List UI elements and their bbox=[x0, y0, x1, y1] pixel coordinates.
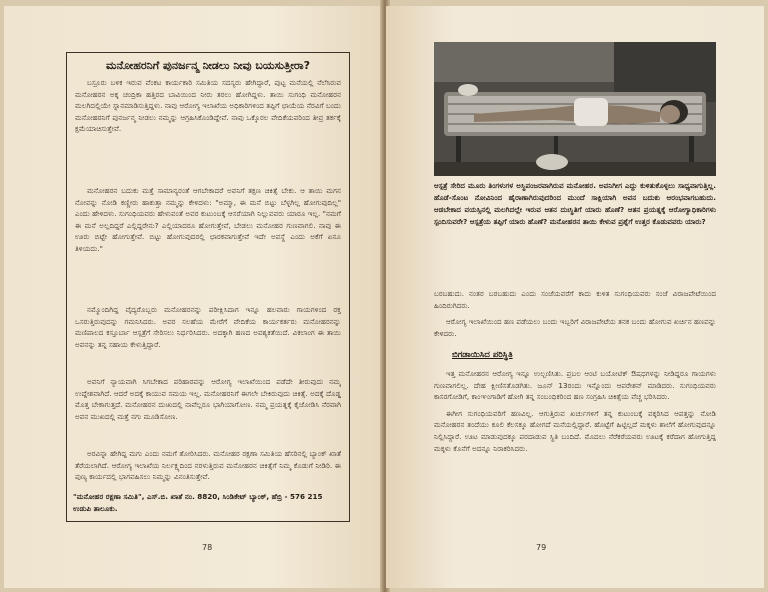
page-number-left: 78 bbox=[202, 543, 213, 552]
page-number-right: 79 bbox=[536, 543, 547, 552]
body-paragraph: ಆರೋಗ್ಯ ಇಲಾಖೆಯಿಂದ ಹಣ ಪಡೆಯಲು ಬಂದು ಇಬ್ಬರಿಗೆ ವಿರಾಜಪೇಟೆಯ ತನಕ ಬಂದು ಹೋಗುವ ಖರ್ಚಿನ ಹಣವನ್ನು ಕೇಳಿದರು. bbox=[434, 317, 716, 338]
bank-address: "ಮನೋಹರ ರಕ್ಷಣಾ ಸಮಿತಿ", ಎಸ್.ಬಿ. ಖಾತೆ ನಂ. 8820, ಸಿಂಡಿಕೇಟ್ ಬ್ಯಾಂಕ್, ಹೆಬ್ರಿ - 576 215 ಉಡುಪಿ ತಾಲೂಕು. bbox=[73, 492, 323, 513]
body-paragraph: ಬರಬಹುದು. ನಂತರ ಬರಬಹುದು ಎಂದು ಸಂಜೆಯವರೆಗೆ ಕಾದು ಕುಳಿತ ಸುಗಂಧಿಯವರು ಸಂಜೆ ವಿರಾಜಪೇಟೆಯಿಂದ ಹಿಂದಿರುಗಿದರು. bbox=[434, 289, 716, 310]
left-page bbox=[4, 6, 384, 588]
body-paragraph: ಈಗೀಗ ಸುಗಂಧಿಯವರಿಗೆ ಹಣವಿಲ್ಲ. ಆಗುತ್ತಿರುವ ಖರ್ಚುಗಳಿಗೆ ತನ್ನ ಕುಟುಂಬಕ್ಕೆ ವಕ್ಕರಿಸಿದ ಆಪತ್ತನ್ನು ನೋಡಿ ಮನೋಹರನ ತಂದೆಯು ಕೂಲಿ ಕೆಲಸಕ್ಕೂ ಹೋಗದೆ ಮನೆಯಲ್ಲಿದ್ದಾರೆ. ಹೊಟ್ಟೆಗೆ ಹಿಟ್ಟಿಲ್ಲದೆ ಮಕ್ಕಳು ಶಾಲೆಗೆ ಹೋಗುವುದನ್ನೂ ನಿಲ್ಲಿಸಿದ್ದಾರೆ. ಊಟ ಮಾಡುವುದಕ್ಕೂ ಪರದಾಡುವ ಸ್ಥಿತಿ ಬಂದಿದೆ. ಮೊದಲು ನೆರೆಕರೆಯವರು ಊಟಕ್ಕೆ ಕರೆದಾಗ ಹೋಗುತ್ತಿದ್ದ ಮಕ್ಕಳು ಕೊನೆಗೆ ಅದನ್ನೂ ನಿರಾಕರಿಸಿದರು. bbox=[434, 408, 716, 453]
appeal-box-title: ಮನೋಹರನಿಗೆ ಪುನರ್ಜನ್ಮ ನೀಡಲು ನೀವು ಬಯಸುತ್ತೀರಾ? bbox=[106, 59, 310, 72]
body-text-bottom bbox=[434, 368, 716, 459]
section-heading: ಬಿಗಡಾಯಿಸಿದ ಪರಿಸ್ಥಿತಿ bbox=[452, 350, 513, 360]
appeal-box bbox=[66, 52, 350, 522]
appeal-paragraph: ಬಸ್ರೂರು ಬಳಿಕ ಇರುವ ವೆಂಕಟ ಕಾರ್ಯಕಾರಿ ಸಮಿತಿಯ ಸದಸ್ಯರು ಹೇಗಿದ್ದಾರೆ, ಪುಟ್ಟ ಮನೆಯಲ್ಲಿ ನೆಲೆಸಿರುವ ಮನೋಹರನ ಅಕ್ಕ ಚಂದ್ರಿಕಾ ಹತ್ತಿರದ ಬಾವಿಯಿಂದ ನೀರು ತರಲು ಹೋಗಿದ್ದಳು. ತಾಯಿ ಸುಗಂಧಿ ಮನೋಹರನ ಮಲಗಿದಲ್ಲಿಯೇ ಸ್ನಾನಮಾಡಿಸುತ್ತಿದ್ದಳು. ನಾವು ಆರೋಗ್ಯ ಇಲಾಖೆಯ ಅಧಿಕಾರಿಗಳಿಂದ ತಪ್ಪಿಗೆ ಛಾಯೆಯ ನೆರವಿಗೆ ಬಂದು ಮನೋಹರನಿಗೆ ಪುನರ್ಜನ್ಮ ನೀಡಲು ನಮ್ಮನ್ನು ಆಗ್ರಹಿಸಿಕೊಂಡಿದ್ದೇವೆ. ನಾವು ಒಕ್ಕೊರಲ ವೇದಿಕೆಯವರಿಂದ ತೀವ್ರ ತರ್ಕಕ್ಕೆ ಕ್ಷಮೆಯಾಚಿಸುತ್ತೇವೆ. bbox=[75, 78, 341, 134]
body-paragraph: ಇತ್ತ ಮನೋಹರನ ಆರೋಗ್ಯ ಇನ್ನೂ ಉಲ್ಬಣಿಸಿತು. ಪ್ರಬಲ ಆಂಟಿ ಬಯೋಟಿಕ್ ಔಷಧಗಳನ್ನು ನೀಡಿದ್ದರೂ ಗಾಯಗಳು ಗುಣವಾಗಲಿಲ್ಲ. ದೇಹ ಕ್ಷೀಣಿಸತೊಡಗಿತು. ಜೂನ್ 13ರಂದು ಇನ್ನೊಂದು ಆಪರೇಶನ್ ಮಾಡಿದರು. ಸುಗಂಧಿಯವರು ಕಾಸರಗೋಡಿಗೆ, ಕಾಂಞಂಗಾಡಿಗೆ ಹೋಗಿ ತನ್ನ ಸಂಬಂಧಿಕರಿಂದ ಹಣ ಸಂಗ್ರಹಿಸಿ ಚಿಕಿತ್ಸೆಯ ವೆಚ್ಚ ಭರಿಸಿದರು. bbox=[434, 369, 716, 402]
body-text-top bbox=[434, 288, 716, 344]
right-page bbox=[386, 6, 764, 588]
appeal-paragraph: ನಮ್ಮೊಂದಿಗಿದ್ದ ವೈದ್ಯರೊಬ್ಬರು ಮನೋಹರನನ್ನು ಪರೀಕ್ಷಿಸಿದಾಗ ಇನ್ನೂ ಹಲವಾರು ಗಾಯಗಳಿಂದ ರಕ್ತ ಒಸರುತ್ತಿರುವುದನ್ನು ಗಮನಿಸಿದರು. ಅವರ ಸಲಹೆಯ ಮೇರೆಗೆ ವೇದಿಕೆಯ ಕಾರ್ಯಕರ್ತರು ಮನೋಹರನನ್ನು ಮಣಿಪಾಲದ ಕಸ್ತೂರ್ಬಾ ಆಸ್ಪತ್ರೆಗೆ ಸೇರಿಸಲು ನಿರ್ಧರಿಸಿದರು. ಅದಕ್ಕಾಗಿ ಹಣದ ಅವಶ್ಯಕತೆಯಿದೆ. ವಿಕಲಾಂಗ ಈ ತಾಯಿ ಅವನನ್ನು ತನ್ನ ಸಹಾಯ ಕೇಳುತ್ತಿದ್ದಾರೆ. bbox=[75, 305, 341, 349]
appeal-paragraph: ಮನೋಹರನ ಬದುಕು ಮತ್ತೆ ಸಾಮಾನ್ಯರಂತೆ ಆಗಬೇಕಾದರೆ ಅವನಿಗೆ ತಕ್ಷಣ ಚಿಕಿತ್ಸೆ ಬೇಕು. ಆ ತಾಯಿ ಮಗನ ನೋವನ್ನು ನೋಡಿ ಕಣ್ಣೀರು ಹಾಕುತ್ತಾ ನಮ್ಮನ್ನು ಕೇಳಿದಳು: "ಅಮ್ಮಾ, ಈ ಮನೆ ಬಿಟ್ಟು ಬೆಳ್ಳಗಿಲ್ಲ ಹೋಗುವುದಿಲ್ಲ" ಎಂದು ಹೇಳಿದಳು. ಸುಗಂಧಿಯವರು ಹೇಳುವಂತೆ ಅವರ ಕುಟುಂಬಕ್ಕೆ ಆಸರೆಯಾಗಿ ನಿಲ್ಲುವವರು ಯಾರೂ ಇಲ್ಲ. "ನಮಗೆ ಈ ಮನೆ ಅಲ್ಲದಿದ್ದರೆ ಎಲ್ಲಿದ್ದರೇನು? ಎಲ್ಲಿಯಾದರೂ ಹೋಗುತ್ತೇವೆ, ಬೇಡಲು ಮನೋಹರ ಗುಣವಾಗಲಿ. ನಾವು ಈ ಊರು ಬಿಟ್ಟೇ ಹೋಗುತ್ತೇವೆ. ಬಿಟ್ಟು ಹೋಗುವುದರಲ್ಲಿ ಛಾರಕವಾಗುತ್ತೇವೆ ಇದೇ ಅವಸ್ಥೆ ಎಂದು ಅಕೆಗೆ ಏನೂ ತಿಳಿಯದು." bbox=[75, 186, 341, 253]
appeal-paragraph: ಅರವಿನ್ನಾ ಹೇಗಿದ್ದ ಮಗು ಎಂದು ನಮಗೆ ತೋರಿಸಿದರು. ಮನೋಹರ ರಕ್ಷಣಾ ಸಮಿತಿಯ ಹೆಸರಿನಲ್ಲಿ ಬ್ಯಾಂಕ್ ಖಾತೆ ತೆರೆಯಲಾಗಿದೆ. ಆರೋಗ್ಯ ಇಲಾಖೆಯ ನಿರ್ಲಕ್ಷ್ಯದಿಂದ ನರಳುತ್ತಿರುವ ಮನೋಹರನ ಚಿಕಿತ್ಸೆಗೆ ನಿಮ್ಮ ಕೊಡುಗೆ ನೀಡಿರಿ. ಈ ಪುಣ್ಯ ಕಾರ್ಯದಲ್ಲಿ ಭಾಗವಹಿಸಲು ನಿಮ್ಮನ್ನು ವಿನಂತಿಸುತ್ತೇವೆ. bbox=[75, 449, 341, 482]
patient-photo-image bbox=[434, 42, 716, 176]
appeal-paragraph: ಅವನಿಗೆ ನ್ಯಾಯವಾಗಿ ಸಿಗಬೇಕಾದ ಪರಿಹಾರವನ್ನು ಆರೋಗ್ಯ ಇಲಾಖೆಯಿಂದ ಪಡೆದೇ ತೀರುವುದು ನಮ್ಮ ಉದ್ದೇಶವಾಗಿದೆ. ಆದರೆ ಅದಕ್ಕೆ ಕಾಯುವ ಸಮಯ ಇಲ್ಲ. ಮನೋಹರನಿಗೆ ಈಗಲೇ ಬೇಕಿರುವುದು ಚಿಕಿತ್ಸೆ. ಅದಕ್ಕೆ ದೊಡ್ಡ ಮೊತ್ತ ಬೇಕಾಗುತ್ತದೆ. ಮನೋಹರನ ದುಃಖದಲ್ಲಿ ನಾವೆಲ್ಲರೂ ಭಾಗಿಯಾಗೋಣ. ನಮ್ಮ ಪ್ರಯತ್ನಕ್ಕೆ ಕೈಜೋಡಿಸಿ ನೆರವಾಗಿ ಅವನ ಮುಖದಲ್ಲಿ ಮತ್ತೆ ನಗು ಮೂಡಿಸೋಣ. bbox=[75, 377, 341, 421]
photo-caption: ಆಸ್ಪತ್ರೆ ಸೇರಿದ ಮೂರು ತಿಂಗಳುಗಳ ಅಸ್ಥಿಪಂಜರವಾಗಿರುವ ಮನೋಹರ. ಅವನಿಗೀಗ ಎದ್ದು ಕುಳಿತುಕೊಳ್ಳಲು ಸಾಧ್ಯವಾಗುತ್ತಿಲ್ಲ. ಹೊಡೆ-ಸೊಂಟ ನೋವಿನಿಂದ ಹೈರಾಣಾಗಿರುವುದರಿಂದ ಮುಂದೆ ಸಾಕ್ಷಿಯಾಗಿ ಅವನ ಬದುಕು ಆರಂಭವಾಗಬಹುದು. ಆಡಬೇಕಾದ ವಯಸ್ಸಿನಲ್ಲಿ ಮಲಗಿದಲ್ಲೇ ಇರುವ ಆತನ ದುಃಸ್ಥಿತಿಗೆ ಯಾರು ಹೊಣೆ? ಆತನ ಪ್ರಯತ್ನಕ್ಕೆ ಆರೋಗ್ಯಾಧಿಕಾರಿಗಳು ಸ್ಪಂದಿಸುವರೇ? ಆಸ್ಪತ್ರೆಯ ತಪ್ಪಿಗೆ ಯಾರು ಹೊಣೆ? ಮನೋಹರನ ತಾಯಿ ಕೇಳುವ ಪ್ರಶ್ನೆಗೆ ಉತ್ತರ ಕೊಡುವವರು ಯಾರು? bbox=[434, 181, 716, 226]
patient-photo bbox=[434, 42, 716, 176]
